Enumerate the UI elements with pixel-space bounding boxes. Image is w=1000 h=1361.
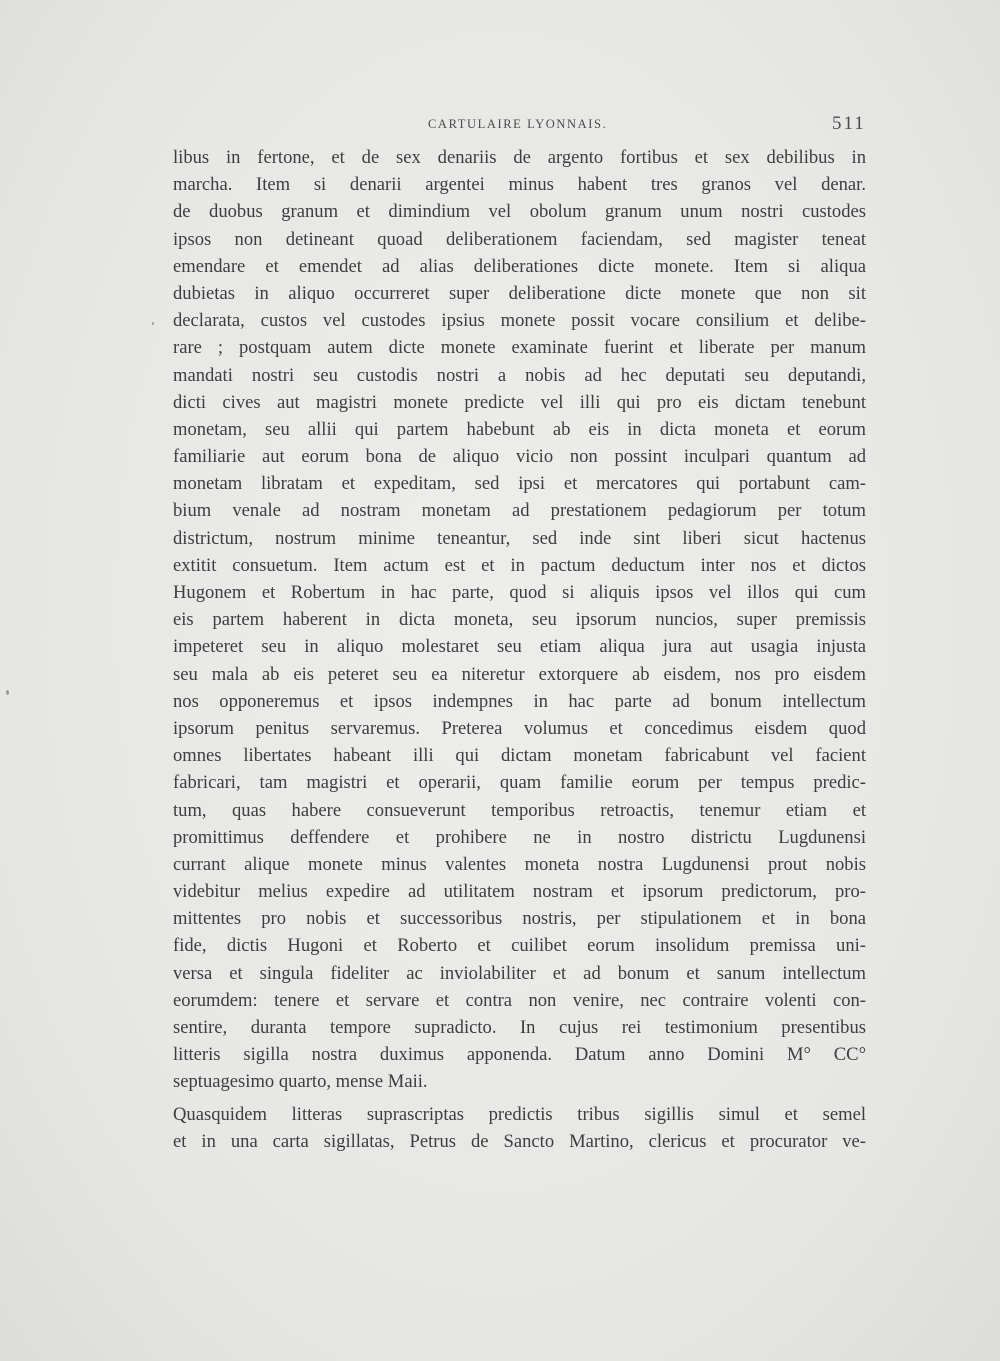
text-line: et in una carta sigillatas, Petrus de Sancto Martino, clericus et procurator ve- bbox=[173, 1130, 866, 1152]
text-line: mandati nostri seu custodis nostri a nobis ad hec deputati seu deputandi, bbox=[173, 364, 866, 386]
text-line: eis partem haberent in dicta moneta, seu ipsorum nuncios, super premissis bbox=[173, 609, 866, 631]
text-line: familiarie aut eorum bona de aliquo vicio non possint inculpari quantum ad bbox=[173, 446, 866, 468]
text-line: dicti cives aut magistri monete predicte vel illi qui pro eis dictam tenebunt bbox=[173, 391, 866, 413]
page-number: 511 bbox=[832, 113, 866, 134]
text-line: monetam libratam et expeditam, sed ipsi et mercatores qui portabunt cam- bbox=[173, 473, 866, 495]
text-line: seu mala ab eis peteret seu ea niteretur extorquere ab eisdem, nos pro eisdem bbox=[173, 663, 866, 685]
text-line: currant alique monete minus valentes moneta nostra Lugdunensi prout nobis bbox=[173, 853, 866, 875]
text-line: impeteret seu in aliquo molestaret seu etiam aliqua jura aut usagia injusta bbox=[173, 636, 866, 658]
running-head bbox=[0, 113, 1000, 137]
text-line: de duobus granum et dimindium vel obolum granum unum nostri custodes bbox=[173, 201, 866, 223]
text-line: promittimus deffendere et prohibere ne in nostro districtu Lugdunensi bbox=[173, 826, 866, 848]
text-line: versa et singula fideliter ac inviolabiliter et ad bonum et sanum intellectum bbox=[173, 962, 866, 984]
text-line: litteris sigilla nostra duximus apponenda. Datum anno Domini M° CC° bbox=[173, 1044, 866, 1066]
paper-speck bbox=[152, 322, 154, 325]
text-line: fabricari, tam magistri et operarii, quam familie eorum per tempus predic- bbox=[173, 772, 866, 794]
text-line: nos opponeremus et ipsos indempnes in hac parte ad bonum intellectum bbox=[173, 690, 866, 712]
text-line: tum, quas habere consueverunt temporibus retroactis, tenemur etiam et bbox=[173, 799, 866, 821]
text-line: videbitur melius expedire ad utilitatem nostram et ipsorum predictorum, pro- bbox=[173, 881, 866, 903]
running-title: CARTULAIRE LYONNAIS. bbox=[428, 117, 608, 131]
text-line: marcha. Item si denarii argentei minus habent tres granos vel denar. bbox=[173, 174, 866, 196]
paragraph-1 bbox=[173, 144, 866, 1096]
text-line: fide, dictis Hugoni et Roberto et cuilibet eorum insolidum premissa uni- bbox=[173, 935, 866, 957]
text-line: monetam, seu allii qui partem habebunt ab eis in dicta moneta et eorum bbox=[173, 418, 866, 440]
text-line: emendare et emendet ad alias deliberationes dicte monete. Item si aliqua bbox=[173, 255, 866, 277]
text-line: rare ; postquam autem dicte monete examinate fuerint et liberate per manum bbox=[173, 337, 866, 359]
text-line: bium venale ad nostram monetam ad prestationem pedagiorum per totum bbox=[173, 500, 866, 522]
text-line: mittentes pro nobis et successoribus nostris, per stipulationem et in bona bbox=[173, 908, 866, 930]
text-line: declarata, custos vel custodes ipsius monete possit vocare consilium et delibe- bbox=[173, 310, 866, 332]
paper-speck bbox=[6, 690, 9, 695]
text-line: ipsorum penitus servaremus. Preterea volumus et concedimus eisdem quod bbox=[173, 717, 866, 739]
text-line: districtum, nostrum minime teneantur, sed inde sint liberi sicut hactenus bbox=[173, 527, 866, 549]
text-line: Hugonem et Robertum in hac parte, quod si aliquis ipsos vel illos qui cum bbox=[173, 582, 866, 603]
text-line: dubietas in aliquo occurreret super deliberatione dicte monete que non sit bbox=[173, 282, 866, 304]
text-line: eorumdem: tenere et servare et contra non venire, nec contraire volenti con- bbox=[173, 989, 866, 1011]
body-text bbox=[173, 144, 866, 1155]
text-line: ipsos non detineant quoad deliberationem faciendam, sed magister teneat bbox=[173, 228, 866, 250]
text-line: septuagesimo quarto, mense Maii. bbox=[173, 1071, 428, 1093]
text-line: omnes libertates habeant illi qui dictam monetam fabricabunt vel facient bbox=[173, 745, 866, 767]
paragraph-2 bbox=[173, 1101, 866, 1155]
text-line: libus in fertone, et de sex denariis de argento fortibus et sex debilibus in bbox=[173, 147, 866, 168]
text-line: sentire, duranta tempore supradicto. In cujus rei testimonium presentibus bbox=[173, 1017, 866, 1038]
text-line: Quasquidem litteras suprascriptas predictis tribus sigillis simul et semel bbox=[173, 1103, 866, 1125]
text-line: extitit consuetum. Item actum est et in pactum deductum inter nos et dictos bbox=[173, 554, 866, 576]
